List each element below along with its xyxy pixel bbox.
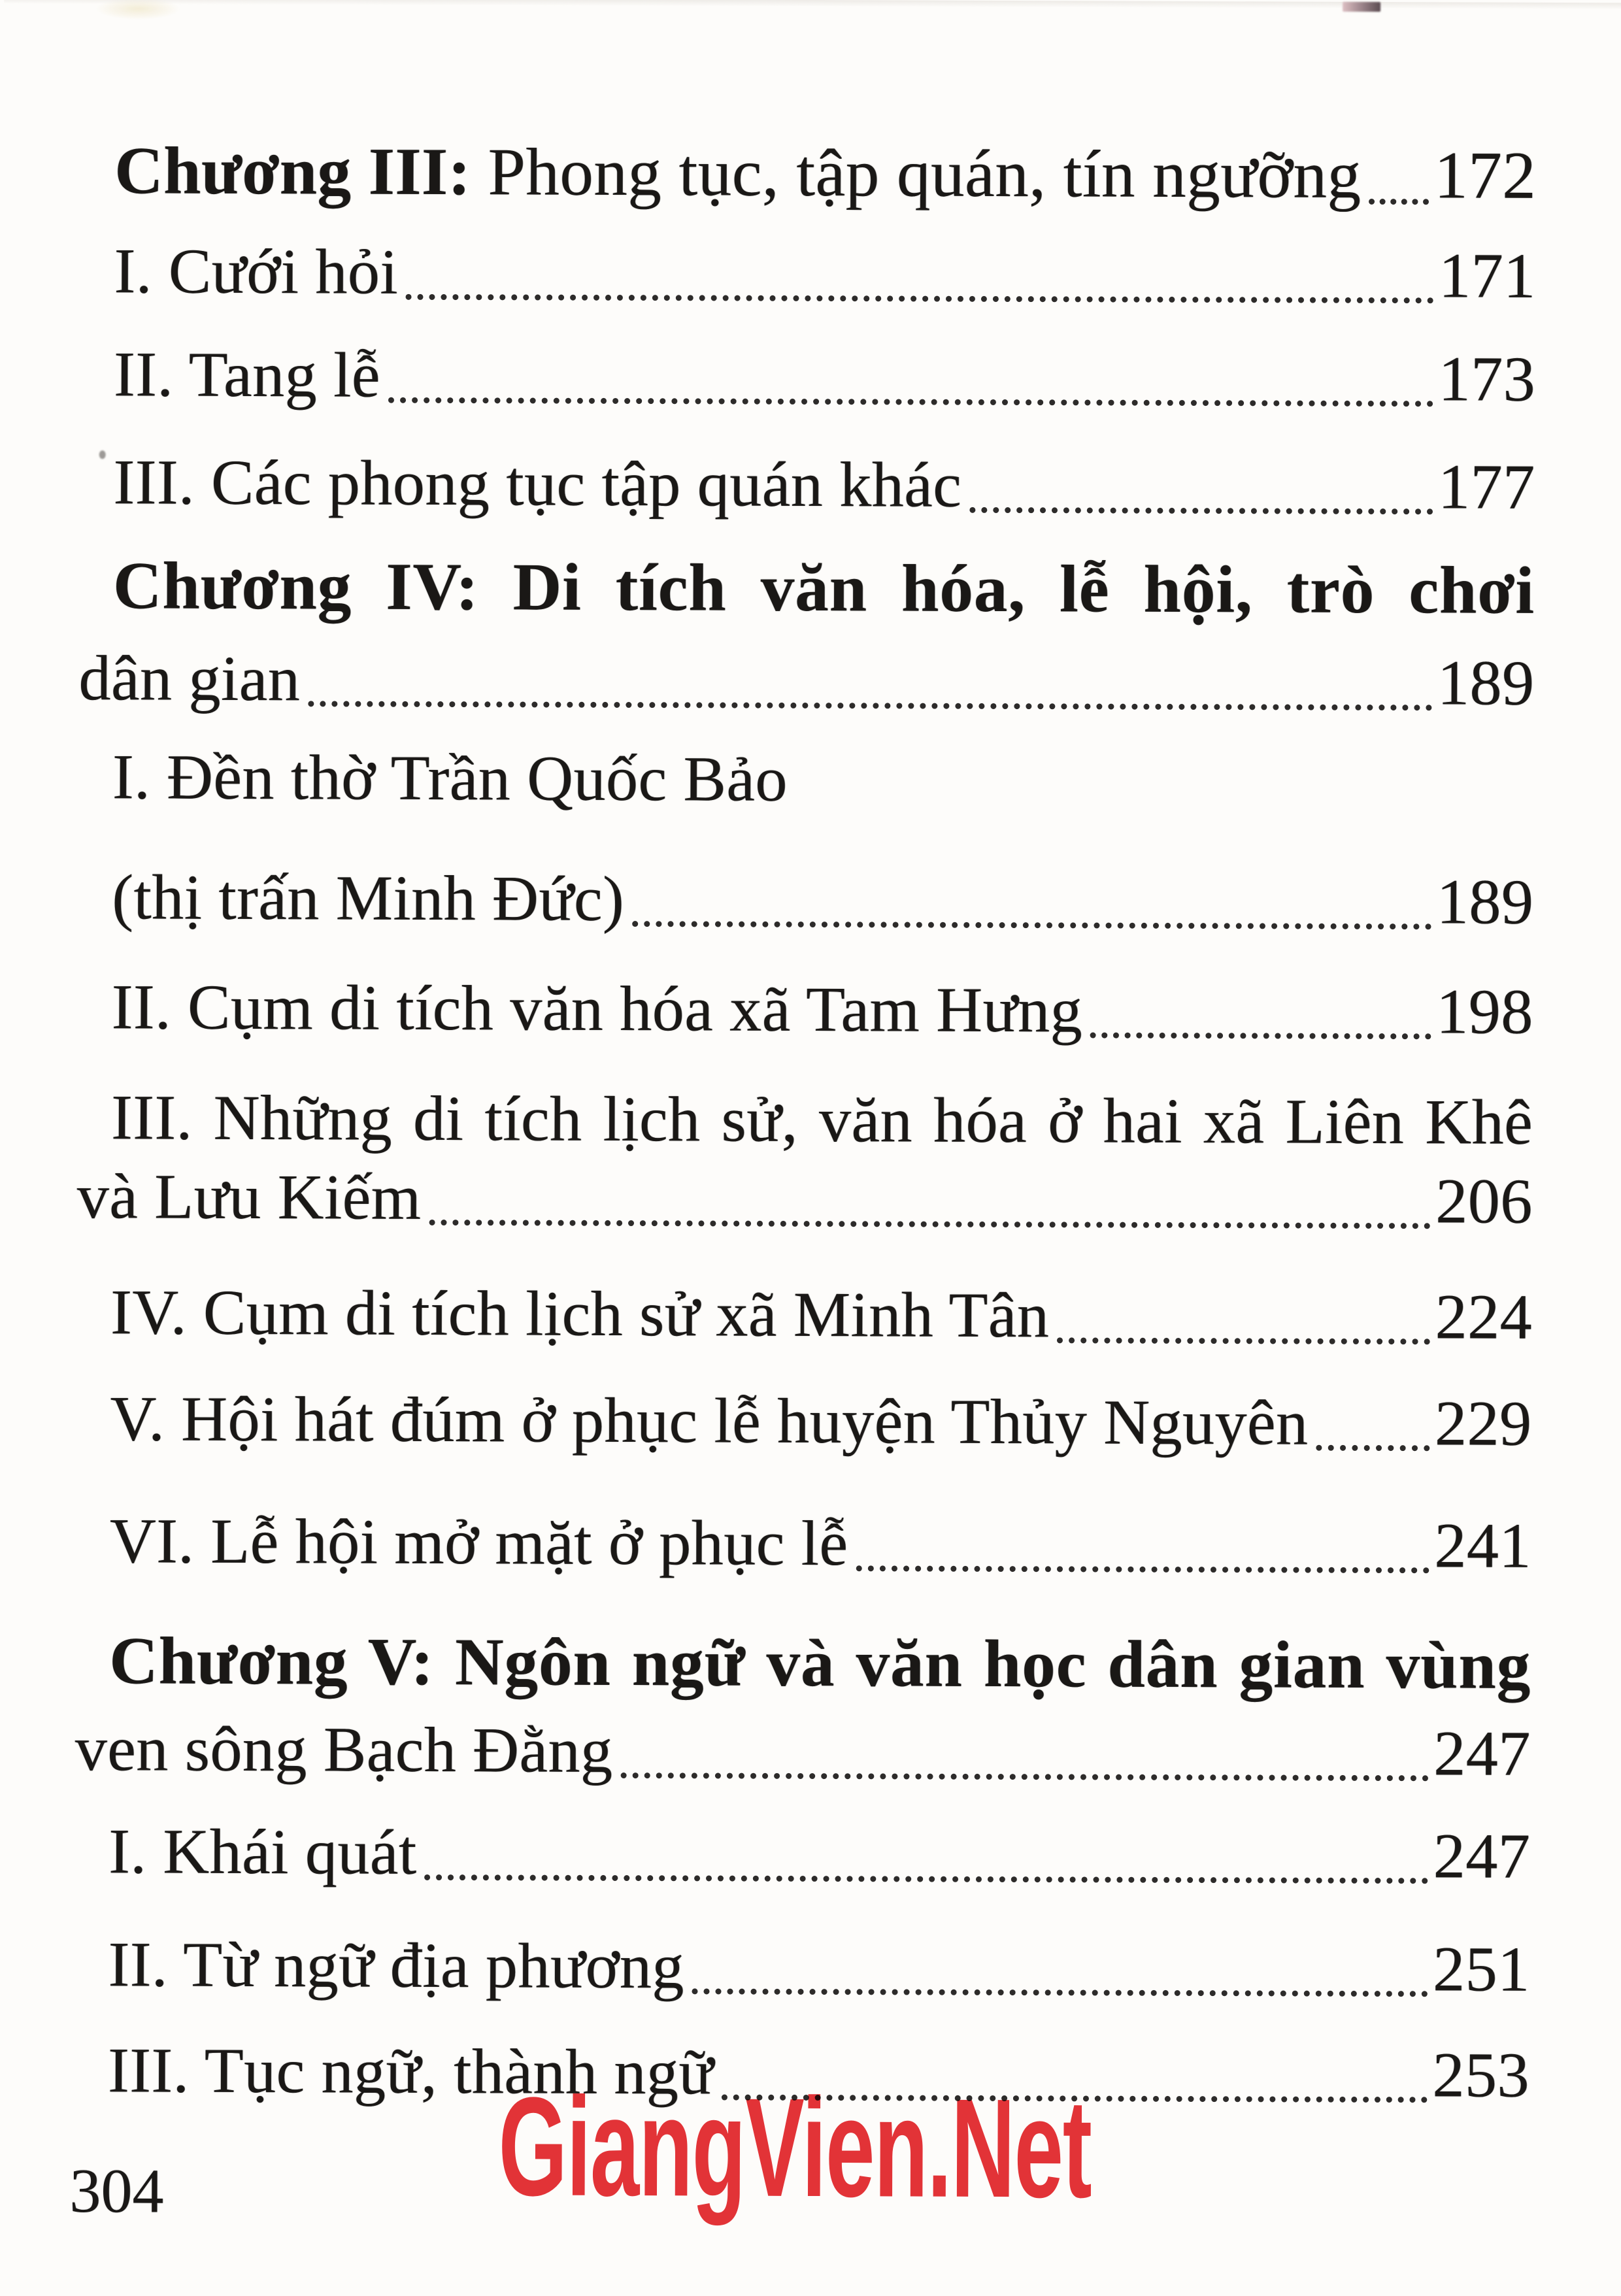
- toc-page-number: 189: [1437, 648, 1535, 719]
- watermark: GiangVien.Net: [498, 2067, 1092, 2227]
- toc-page-number: 189: [1436, 867, 1534, 938]
- toc-page-number: 241: [1434, 1510, 1532, 1582]
- toc-entry-label: I. Cưới hỏi: [114, 236, 399, 308]
- toc-page-number: 229: [1434, 1388, 1532, 1459]
- toc-entry-label: II. Từ ngữ địa phương: [108, 1929, 685, 2003]
- toc-row: [114, 131, 1536, 216]
- toc-row: [112, 740, 1534, 820]
- dot-leader: [406, 293, 1433, 303]
- dot-leader: [1090, 1032, 1431, 1039]
- dot-leader: [969, 507, 1433, 514]
- toc-row: [110, 1504, 1531, 1584]
- scan-artifact: [99, 450, 106, 459]
- dot-leader: [388, 397, 1433, 407]
- toc-row: [112, 860, 1533, 940]
- toc-entry-label: III. Những di tích lịch sử, văn hóa ở hai xã Liên Khê: [110, 1082, 1533, 1158]
- toc-row: [77, 1159, 1533, 1240]
- toc-entry-label: IV. Cụm di tích lịch sử xã Minh Tân: [110, 1277, 1050, 1352]
- toc-entry-label: I. Đền thờ Trần Quốc Bảo: [112, 742, 788, 815]
- toc-entry-label: Chương V: Ngôn ngữ và văn học dân gian vùng: [109, 1623, 1531, 1703]
- toc-entry-label: I. Khái quát: [109, 1816, 417, 1888]
- toc-page-number: 198: [1436, 976, 1533, 1048]
- toc-entry-label: ven sông Bạch Đằng: [75, 1714, 613, 1786]
- dot-leader: [620, 1772, 1428, 1781]
- toc-row: [113, 546, 1535, 631]
- toc-row: [111, 1080, 1533, 1161]
- dot-leader: [1057, 1337, 1429, 1344]
- toc-entry-label: và Lưu Kiếm: [76, 1161, 422, 1233]
- toc-chapter-prefix: Chương IV:: [112, 548, 479, 625]
- toc-entry-label: III. Tục ngữ, thành ngữ: [107, 2035, 714, 2108]
- toc-page-number: 251: [1432, 1934, 1530, 2005]
- dot-leader: [1369, 199, 1429, 205]
- toc-entry-label: III. Các phong tục tập quán khác: [113, 447, 962, 521]
- dot-leader: [856, 1565, 1429, 1573]
- toc-row: [108, 1927, 1529, 2008]
- table-of-contents: [4, 0, 1621, 2111]
- toc-page-number: 177: [1437, 452, 1535, 523]
- toc-row: [109, 1622, 1531, 1706]
- toc-page-number: 253: [1432, 2040, 1530, 2111]
- dot-leader: [632, 921, 1431, 929]
- toc-row: [109, 1814, 1530, 1895]
- scan-artifact: [95, 0, 180, 20]
- toc-page-number: 172: [1433, 138, 1537, 213]
- dot-leader: [429, 1220, 1430, 1229]
- page-number: 304: [69, 2155, 164, 2226]
- toc-page-number: 171: [1438, 241, 1536, 312]
- toc-row: [113, 445, 1535, 525]
- dot-leader: [424, 1874, 1428, 1884]
- toc-page-number: 206: [1435, 1166, 1533, 1237]
- toc-row: [110, 1275, 1532, 1356]
- toc-chapter-prefix: Chương III:: [114, 133, 471, 210]
- toc-entry-label: Chương IV: Di tích văn hóa, lễ hội, trò chơi: [112, 548, 1535, 628]
- toc-entry-label: (thị trấn Minh Đức): [112, 862, 625, 935]
- toc-entry-label: II. Cụm di tích văn hóa xã Tam Hưng: [111, 972, 1083, 1046]
- toc-entry-label: VI. Lễ hội mở mặt ở phục lễ: [109, 1506, 848, 1580]
- toc-chapter-prefix: Chương V:: [109, 1623, 435, 1699]
- toc-entry-label: V. Hội hát đúm ở phục lễ huyện Thủy Nguyên: [110, 1384, 1309, 1459]
- scan-edge-shadow: [4, 0, 1621, 9]
- toc-page-number: 173: [1438, 344, 1536, 415]
- dot-leader: [1316, 1444, 1429, 1451]
- dot-leader: [692, 1988, 1428, 1997]
- toc-row: [110, 1382, 1531, 1462]
- toc-page-number: 247: [1433, 1821, 1531, 1892]
- toc-page-number: 224: [1435, 1282, 1533, 1353]
- scan-artifact: [1343, 2, 1380, 12]
- toc-row: [114, 234, 1535, 314]
- toc-entry-label: II. Tang lễ: [113, 339, 381, 411]
- toc-row: [112, 970, 1533, 1050]
- toc-entry-label: Chương III: Phong tục, tập quán, tín ngưỡng: [114, 133, 1362, 212]
- dot-leader: [308, 701, 1432, 710]
- toc-row: [78, 641, 1534, 722]
- toc-page-number: 247: [1433, 1718, 1531, 1789]
- toc-entry-label: dân gian: [78, 643, 301, 715]
- toc-row: [75, 1712, 1531, 1792]
- toc-row: [114, 337, 1535, 418]
